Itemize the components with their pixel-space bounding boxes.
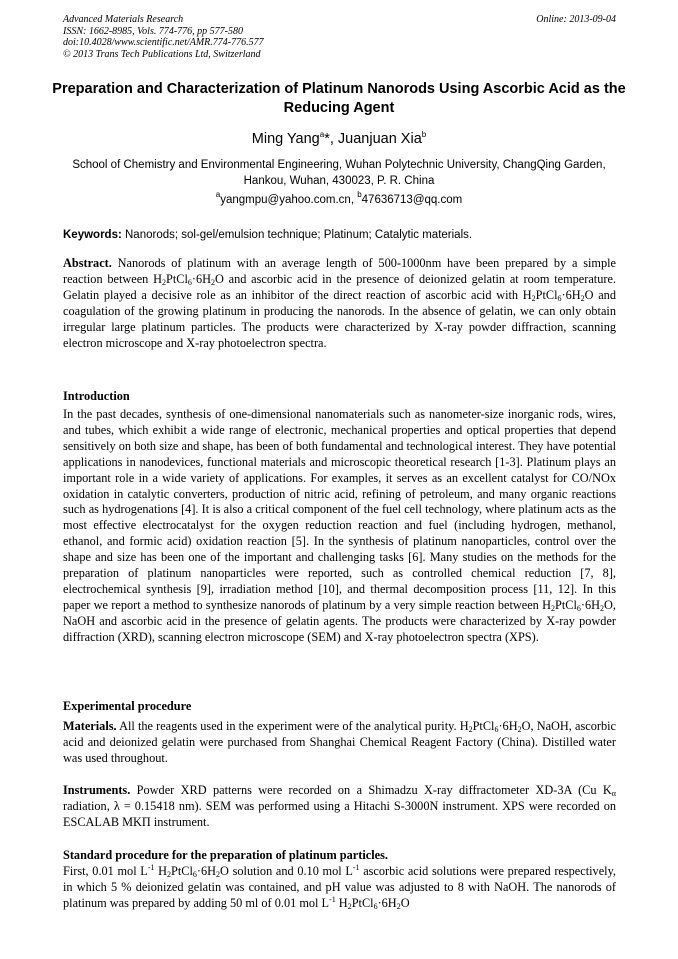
subscript: 2 (531, 293, 536, 303)
instruments-paragraph (63, 783, 616, 831)
materials-paragraph (63, 719, 616, 767)
superscript: -1 (352, 863, 360, 872)
introduction-heading: Introduction (63, 389, 130, 403)
keywords-label: Keywords: (63, 229, 122, 241)
text-run: PtCl (555, 597, 577, 612)
subscript: 2 (347, 901, 352, 911)
instruments-label: Instruments. (63, 783, 131, 797)
subscript: 6 (373, 901, 378, 911)
text-run: In the past decades, synthesis of one-dimensional nanomaterials such as nanometer-size inorganic rods, wires, and tubes, which exhibit a wide range of electronic, mechanical properties and optical properties that depend sensitively on both size and shape, has been of both fundamental and technological interest. They have potential applications in nanodevices, functional materials and microscopic theoretical research [1-3]. Platinum plays an important role in a wide variety of applications. For examples, it serves as an excellent catalyst for CO/NOx oxidation in catalytic converters, production of nitric acid, refining of petroleum, and many organic reactions such as hydrogenations [4]. It is also a critical component of the fuel cell technology, where platinum acts as the most effective electrocatalyst for the oxygen reduction reaction and fuel (including hydrogen, methanol, ethanol, and formic acid) oxidation reaction [5]. In the synthesis of platinum nanoparticles, control over the shape and size has been one of the important and challenging tasks [6]. Many studies on the methods for the preparation of platinum nanoparticles were reported, such as controlled chemical reduction [7, 8], electrochemical synthesis [9], irradiation method [10], and thermal decomposition process [11, 12]. In this paper we report a method to synthesize nanorods of platinum by a very simple reaction between H (63, 407, 616, 612)
text-run: ·6H (580, 597, 601, 612)
text-run: O (400, 895, 410, 910)
subscript: 2 (468, 725, 473, 734)
standard-procedure-body (63, 864, 616, 912)
text-run: Nanorods of platinum with an average length of 500-1000nm have been prepared by a simple reaction between H (63, 256, 616, 286)
subscript: 2 (210, 277, 215, 287)
text-run: PtCl (351, 895, 374, 910)
keywords-text: Nanorods; sol-gel/emulsion technique; Platinum; Catalytic materials. (121, 229, 473, 241)
paper-title: Preparation and Characterization of Platinum Nanorods Using Ascorbic Acid as the Reducing Agent (52, 81, 626, 116)
introduction-body (63, 407, 616, 646)
author-separator: , (329, 131, 338, 147)
abstract-label: Abstract. (63, 256, 112, 270)
subscript: 2 (600, 603, 605, 613)
keywords (63, 227, 616, 243)
subscript: α (611, 789, 616, 798)
subscript: 2 (580, 293, 585, 303)
text-run: ascorbic acid solutions were prepared respectively, in which 5 % deionized gelatin was contained, and pH value was adjusted to 8 with NaOH. The nanorods of platinum was prepared by adding 50 ml of 0.01 mol L (63, 864, 616, 910)
subscript: 2 (396, 901, 401, 911)
abstract (63, 256, 616, 351)
author-1-sup: a (319, 130, 325, 139)
email-2-sup: b (357, 190, 362, 199)
subscript: 6 (576, 603, 581, 613)
text-run: PtCl (171, 864, 193, 878)
subscript: 2 (167, 870, 172, 879)
subscript: 2 (161, 277, 166, 287)
text-run: First, 0.01 mol L (63, 864, 148, 878)
superscript: -1 (329, 894, 336, 904)
text-run: PtCl (165, 271, 188, 286)
online-date: Online: 2013-09-04 (536, 14, 616, 25)
text-run: O and coagulation of the growing platinum in producing the nanorods. In the absence of gelatin, we can only obtain irregular large platinum particles. The products were characterized by X-ray powder diffraction, scanning electron microscope and X-ray photoelectron spectra. (63, 287, 616, 350)
text-run: O solution and 0.10 mol L (220, 864, 353, 878)
text-run: ·6H (191, 271, 211, 286)
email-2: 47636713@qq.com (361, 194, 463, 206)
subscript: 2 (551, 603, 556, 613)
materials-label: Materials. (63, 719, 117, 733)
email-list (40, 192, 638, 208)
copyright-line: © 2013 Trans Tech Publications Ltd, Switzerland (63, 48, 261, 60)
subscript: 6 (557, 293, 562, 303)
affiliation: School of Chemistry and Environmental Engineering, Wuhan Polytechnic University, ChangQing Garden, Hankou, Wuhan, 430023, P. R. China (72, 159, 606, 187)
journal-header (63, 14, 443, 60)
author-list (40, 130, 638, 148)
text-run: O, NaOH and ascorbic acid in the presence of gelatin agents. The products were characterized by X-ray powder diffraction (XRD), scanning electron microscope (SEM) and X-ray photoelectron spectra (XPS). (63, 597, 616, 644)
standard-procedure-heading: Standard procedure for the preparation of platinum particles. (63, 848, 388, 862)
text-run: ·6H (498, 719, 518, 733)
text-run: Powder XRD patterns were recorded on a Shimadzu X-ray diffractometer XD-3A (Cu K (130, 783, 612, 797)
author-1-mark: * (324, 131, 330, 147)
text-run: All the reagents used in the experiment were of the analytical purity. H (116, 719, 469, 733)
text-run: radiation, λ = 0.15418 nm). SEM was performed using a Hitachi S-3000N instrument. XPS were recorded on ESCALAB MKП instrument. (63, 798, 616, 829)
text-run: PtCl (472, 719, 495, 733)
text-run: ·6H (561, 287, 581, 302)
text-run: O, NaOH, ascorbic acid and deionized gelatin were purchased from Shanghai Chemical Reagent Factory (China). Distilled water was used throughout. (63, 719, 616, 765)
materials-body (63, 719, 616, 765)
subscript: 6 (187, 277, 192, 287)
subscript: 2 (517, 725, 522, 734)
subscript: 6 (494, 725, 499, 734)
instruments-body (63, 783, 616, 829)
journal-name: Advanced Materials Research (63, 14, 184, 25)
doi-line: doi:10.4028/www.scientific.net/AMR.774-776.577 (63, 37, 264, 48)
abstract-body (63, 256, 616, 350)
text-run: H (154, 864, 168, 878)
superscript: -1 (147, 863, 155, 872)
text-run: PtCl (535, 287, 558, 302)
experimental-heading: Experimental procedure (63, 699, 192, 713)
text-run: O and ascorbic acid in the presence of deionized gelatin at room temperature. Gelatin played a decisive role as an inhibitor of the direct reaction of ascorbic acid with H (63, 271, 616, 302)
text-run: H (335, 895, 348, 910)
text-run: ·6H (377, 895, 397, 910)
email-1-sup: a (215, 190, 221, 199)
email-1: yangmpu@yahoo.com.cn (220, 194, 351, 206)
author-2-sup: b (421, 130, 427, 139)
author-2-name: Juanjuan Xia (337, 131, 422, 147)
email-separator: , (350, 194, 358, 206)
subscript: 2 (216, 870, 221, 879)
author-1-name: Ming Yang (251, 131, 320, 147)
subscript: 6 (192, 870, 197, 879)
text-run: ·6H (196, 864, 217, 878)
issn-line: ISSN: 1662-8985, Vols. 774-776, pp 577-580 (63, 25, 243, 37)
